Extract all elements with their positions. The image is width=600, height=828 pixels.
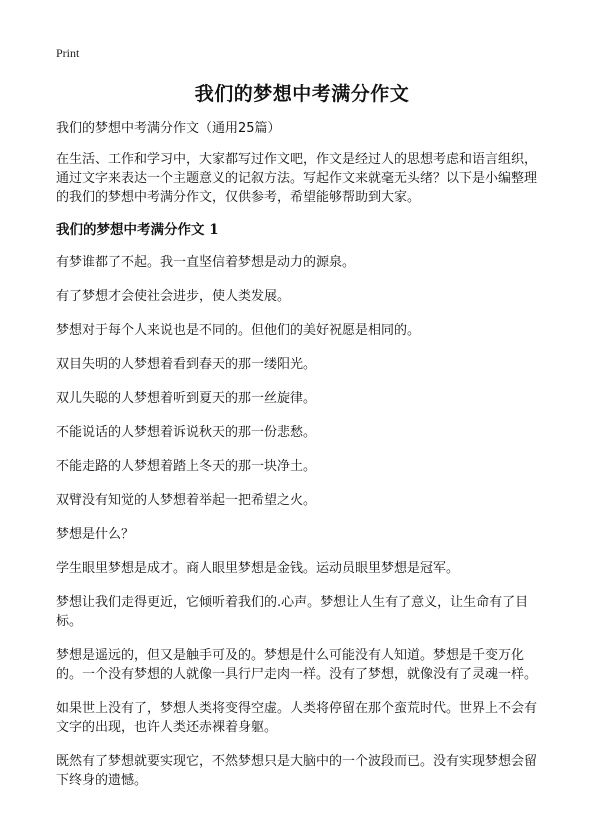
essay-body — [56, 253, 548, 790]
intro-paragraph: 在生活、工作和学习中，大家都写过作文吧，作文是经过人的思想考虑和语言组织，通过文字来表达一个主题意义的记叙方法。写起作文来就毫无头绪？以下是小编整理的我们的梦想中考满分作文，仅供参考，希望能够帮助到大家。 — [56, 152, 538, 205]
section-heading: 我们的梦想中考满分作文 1 — [56, 222, 219, 238]
essay-paragraph: 有了梦想才会使社会进步，使人类发展。 — [56, 289, 291, 304]
essay-paragraph: 梦想让我们走得更近，它倾听着我们的.心声。梦想让人生有了意义，让生命有了目标。 — [56, 595, 529, 629]
essay-paragraph: 双目失明的人梦想着看到春天的那一缕阳光。 — [56, 357, 317, 372]
essay-paragraph: 既然有了梦想就要实现它，不然梦想只是大脑中的一个波段而已。没有实现梦想会留下终身的遗憾。 — [56, 754, 538, 788]
print-label: Print — [56, 46, 80, 60]
essay-paragraph: 梦想对于每个人来说也是不同的。但他们的美好祝愿是相同的。 — [56, 323, 421, 338]
essay-paragraph: 梦想是什么？ — [56, 527, 135, 542]
document-subtitle: 我们的梦想中考满分作文（通用25篇） — [56, 121, 281, 136]
essay-paragraph: 不能走路的人梦想着踏上冬天的那一块净土。 — [56, 459, 317, 474]
essay-paragraph: 双臂没有知觉的人梦想着举起一把希望之火。 — [56, 493, 317, 508]
essay-paragraph: 梦想是遥远的，但又是触手可及的。梦想是什么可能没有人知道。梦想是千变万化的。一个没有梦想的人就像一具行尸走肉一样。没有了梦想，就像没有了灵魂一样。 — [56, 648, 538, 682]
essay-paragraph: 如果世上没有了，梦想人类将变得空虚。人类将停留在那个蛮荒时代。世界上不会有文字的出现，也许人类还赤裸着身躯。 — [56, 701, 538, 735]
essay-paragraph: 不能说话的人梦想着诉说秋天的那一份悲愁。 — [56, 425, 317, 440]
document-title: 我们的梦想中考满分作文 — [194, 83, 410, 105]
essay-paragraph: 学生眼里梦想是成才。商人眼里梦想是金钱。运动员眼里梦想是冠军。 — [56, 561, 460, 576]
essay-paragraph: 双儿失聪的人梦想着听到夏天的那一丝旋律。 — [56, 391, 317, 406]
essay-paragraph: 有梦谁都了不起。我一直坚信着梦想是动力的源泉。 — [56, 255, 356, 270]
